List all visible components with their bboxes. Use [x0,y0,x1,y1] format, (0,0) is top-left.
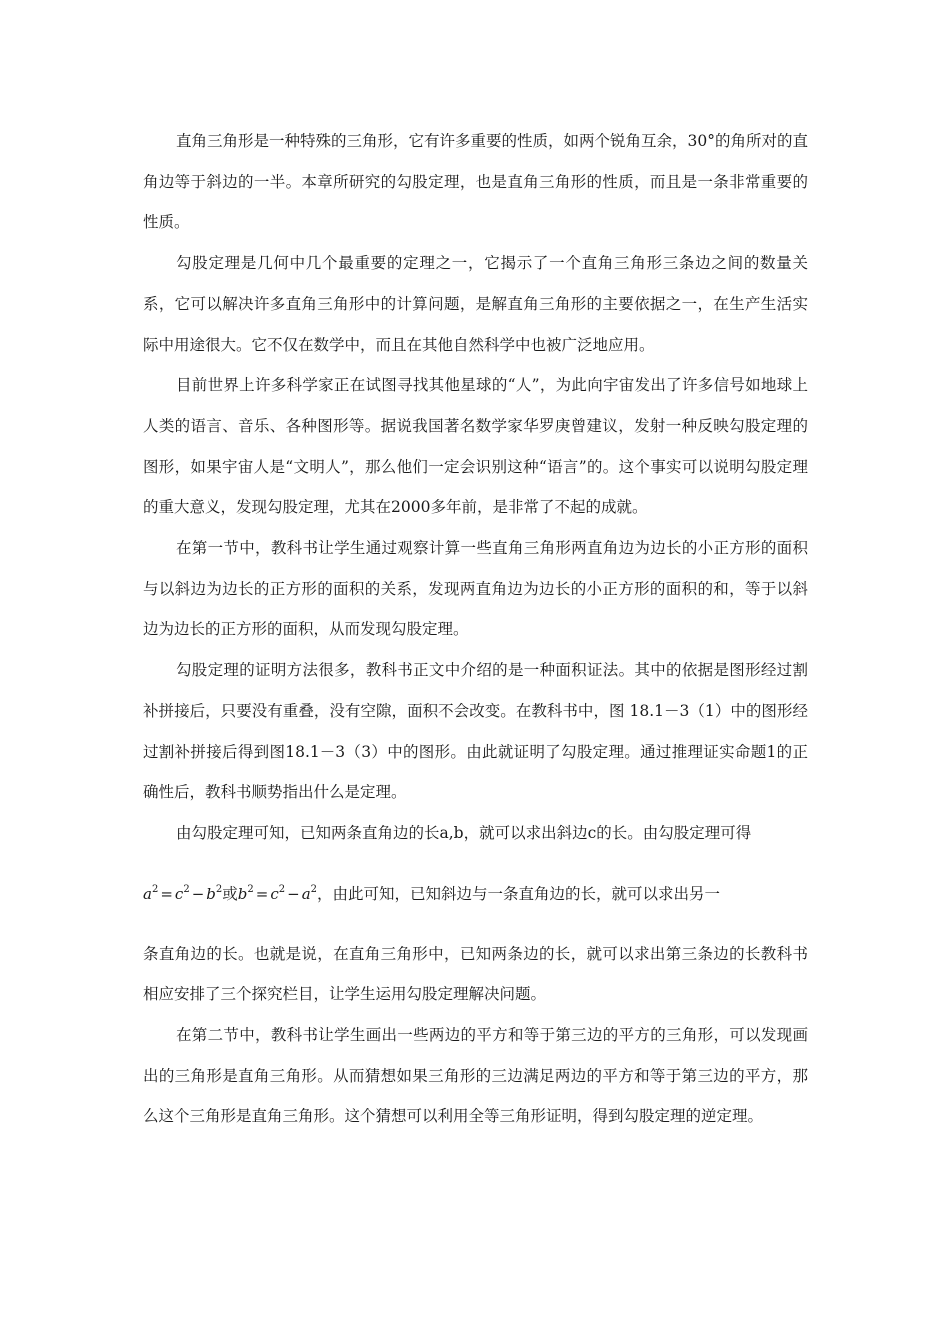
paragraph-section-one: 在第一节中，教科书让学生通过观察计算一些直角三角形两直角边为边长的小正方形的面积与以斜边为边长的正方形的面积的关系，发现两直角边为边长的小正方形的面积的和，等于以斜边为边长的正方形的面积，从而发现勾股定理。 [143,539,808,639]
paragraph-cosmic-signal: 目前世界上许多科学家正在试图寻找其他星球的“人”，为此向宇宙发出了许多信号如地球上人类的语言、音乐、各种图形等。据说我国著名数学家华罗庚曾建议，发射一种反映勾股定理的图形，如果宇宙人是“文明人”，那么他们一定会识别这种“语言”的。这个事实可以说明勾股定理的重大意义，发现勾股定理，尤其在2000多年前，是非常了不起的成就。 [143,376,808,517]
paragraph-pythagorean-importance: 勾股定理是几何中几个最重要的定理之一，它揭示了一个直角三角形三条边之间的数量关系，它可以解决许多直角三角形中的计算问题，是解直角三角形的主要依据之一，在生产生活实际中用途很大。它不仅在数学中，而且在其他自然科学中也被广泛地应用。 [143,254,808,354]
formula-a-squared: $a^2 = c^2 - b^2$ [143,883,223,903]
paragraph-area-proof: 勾股定理的证明方法很多，教科书正文中介绍的是一种面积证法。其中的依据是图形经过割补拼接后，只要没有重叠，没有空隙，面积不会改变。在教科书中，图 18.1－3（1）中的图形经过割补拼接后得到图18.1－3（3）中的图形。由此就证明了勾股定理。通过推理证实命题1的正确性后，教科书顺势指出什么是定理。 [143,661,808,802]
formula-b-squared: $b^2 = c^2 - a^2$ [237,883,318,903]
paragraph-right-triangle-intro: 直角三角形是一种特殊的三角形，它有许多重要的性质，如两个锐角互余，30°的角所对的直角边等于斜边的一半。本章所研究的勾股定理，也是直角三角形的性质，而且是一条非常重要的性质。 [143,132,808,232]
document-body [143,121,808,1137]
paragraph-known-legs: 由勾股定理可知，已知两条直角边的长a,b，就可以求出斜边c的长。由勾股定理可得 [176,823,752,842]
formula-line [143,854,808,934]
paragraph-after-formula: 条直角边的长。也就是说，在直角三角形中，已知两条边的长，就可以求出第三条边的长教科书相应安排了三个探究栏目，让学生运用勾股定理解决问题。 [143,944,808,1004]
formula-trailing-text: ，由此可知，已知斜边与一条直角边的长，就可以求出另一 [317,884,721,903]
paragraph-section-two: 在第二节中，教科书让学生画出一些两边的平方和等于第三边的平方的三角形，可以发现画出的三角形是直角三角形。从而猜想如果三角形的三边满足两边的平方和等于第三边的平方，那么这个三角形是直角三角形。这个猜想可以利用全等三角形证明，得到勾股定理的逆定理。 [143,1026,808,1126]
formula-or-word: 或 [222,884,238,903]
